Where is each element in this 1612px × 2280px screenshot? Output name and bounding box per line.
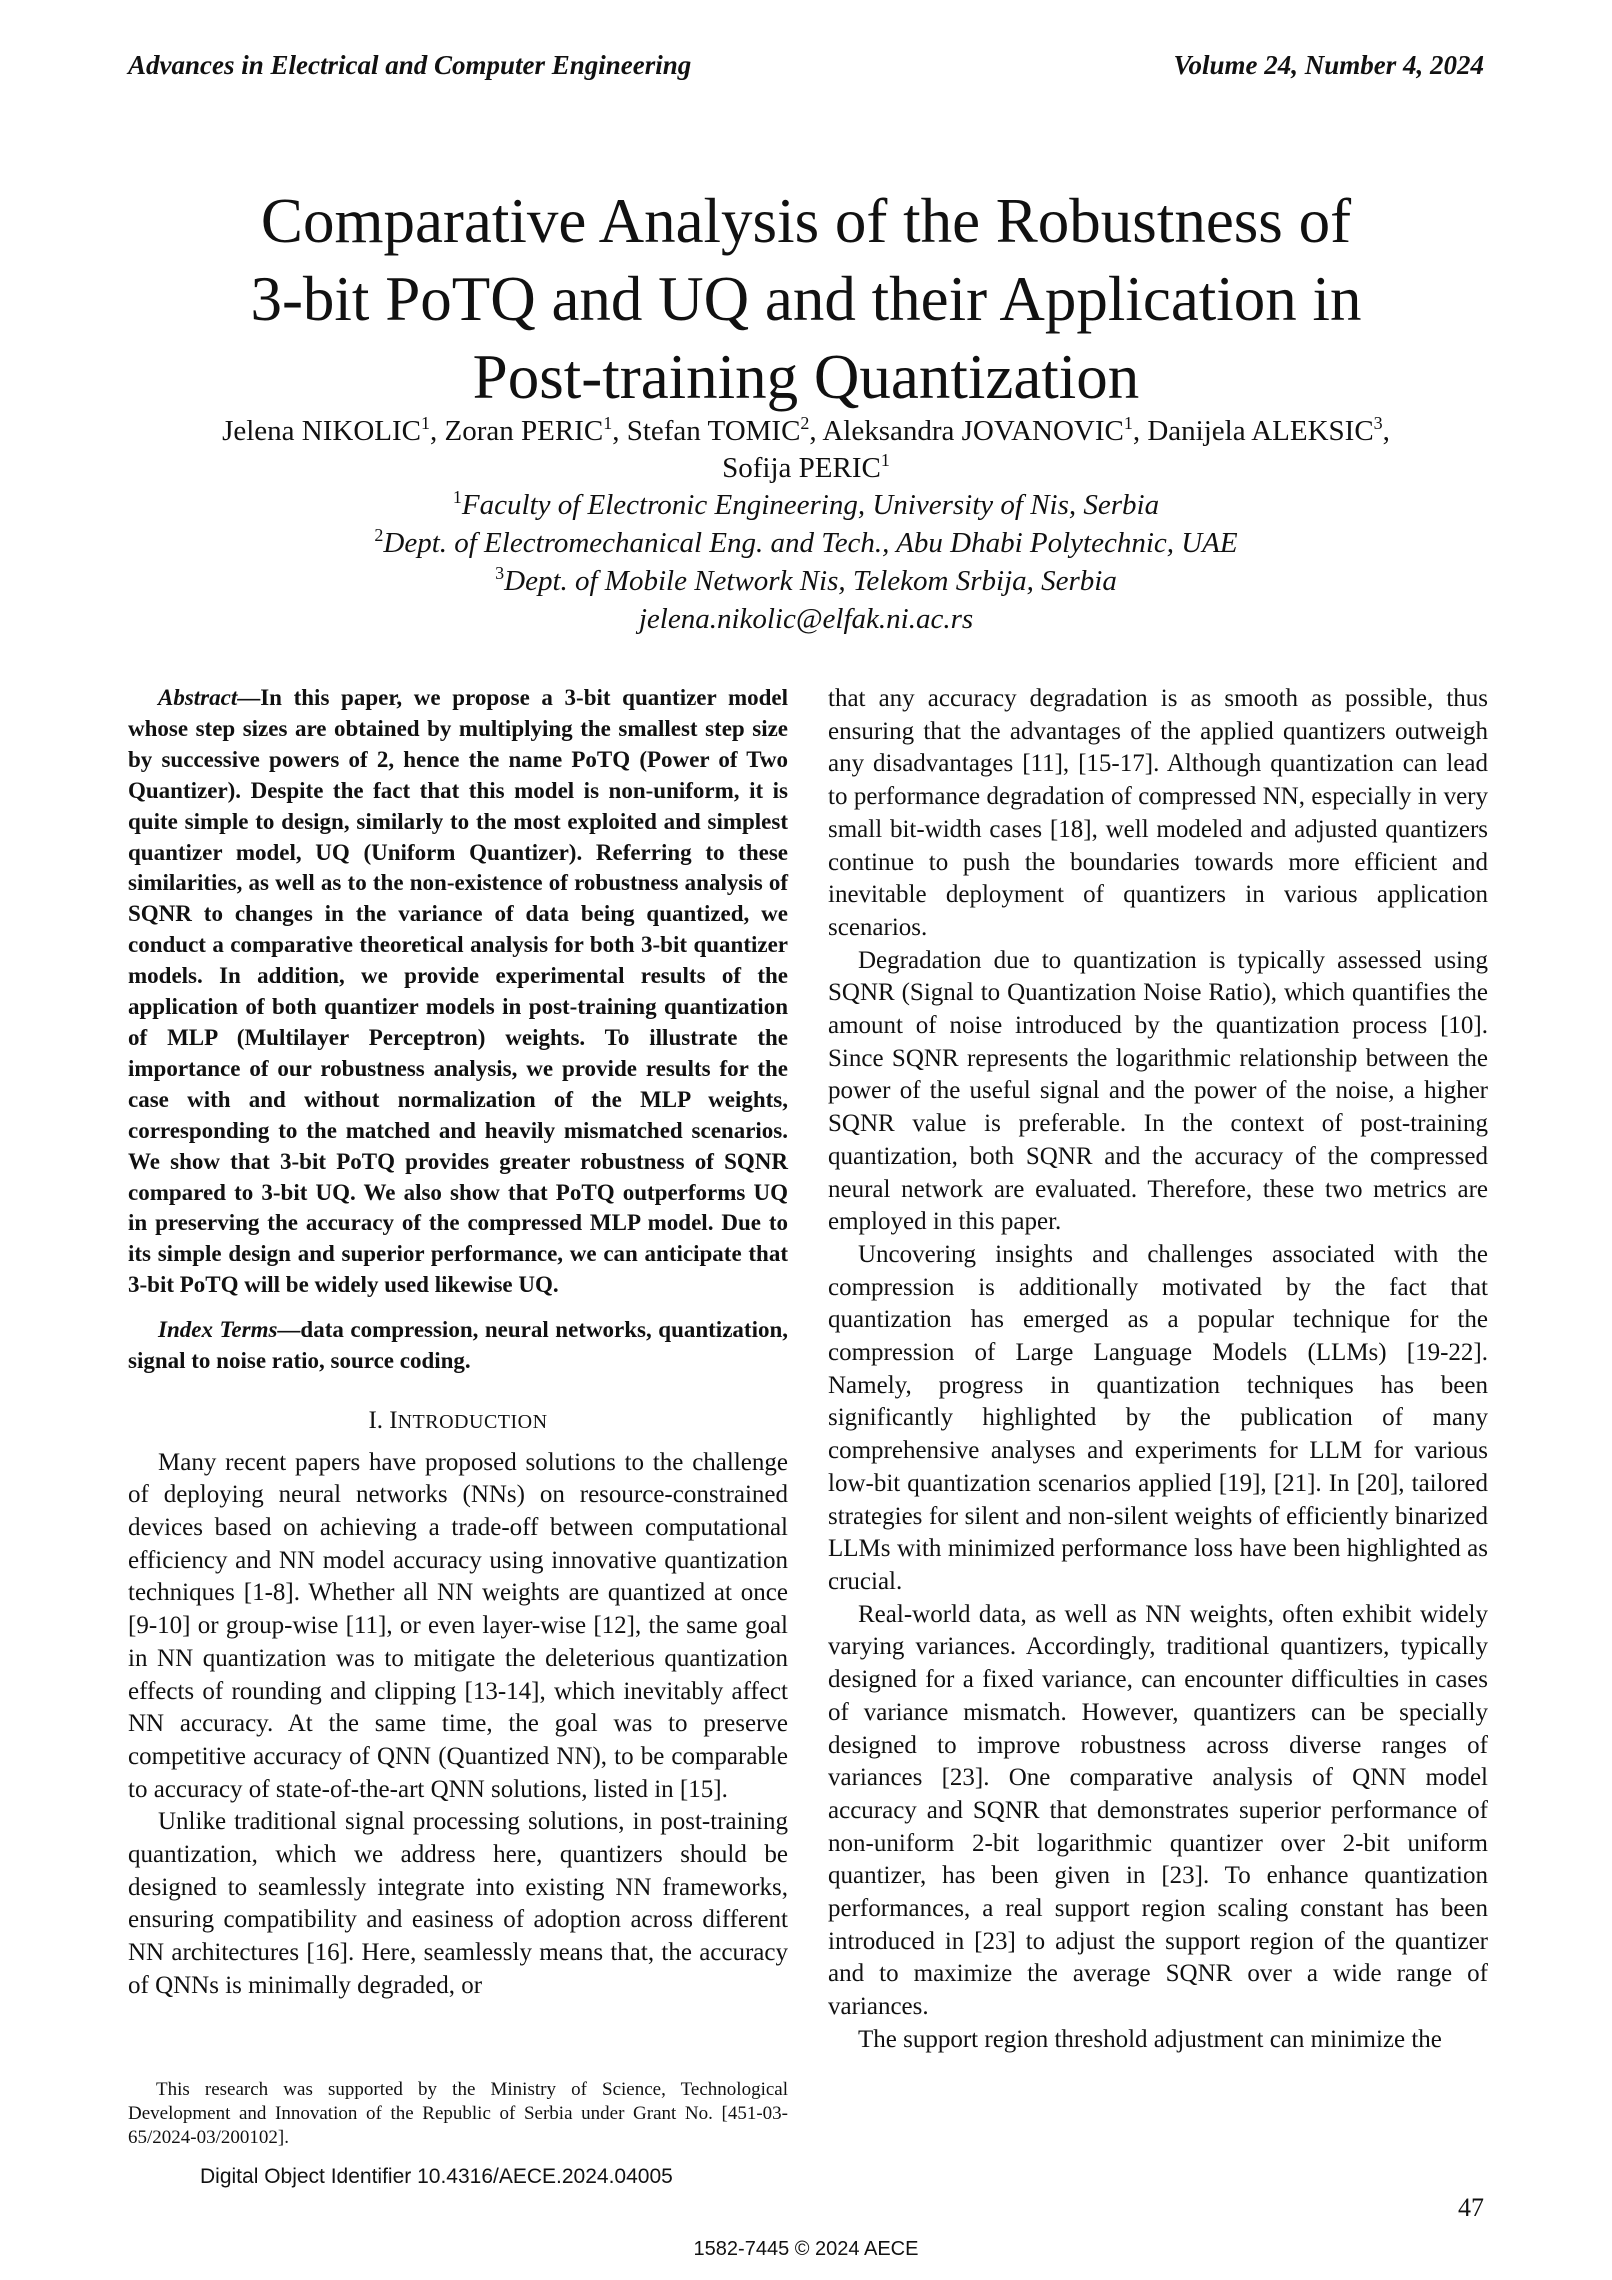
author: Jelena NIKOLIC$^1$, (222, 413, 445, 447)
body-paragraph: Unlike traditional signal processing solutions, in post-training quantization, which we address here, quantizers should be designed to seamlessly integrate into existing NN frameworks, ensuring compatibility and easiness of adoption across different NN architectures [16]. Here, seamlessly means that, the accuracy of QNNs is minimally degraded, or (128, 1808, 788, 1999)
volume-info: Volume 24, Number 4, 2024 (1173, 50, 1484, 80)
author: Zoran PERIC$^1$, (444, 413, 627, 447)
section-heading-introduction: I. INTRODUCTION (368, 1406, 548, 1434)
contact-email[interactable]: jelena.nikolic@elfak.ni.ac.rs (638, 603, 974, 635)
index-terms-text: —data compression, neural networks, quantization, signal to noise ratio, source coding. (128, 1317, 788, 1374)
author: Sofija PERIC$^1$ (722, 450, 890, 484)
affiliation: $^2$Dept. of Electromechanical Eng. and Tech., Abu Dhabi Polytechnic, UAE (374, 525, 1238, 559)
abstract (128, 683, 788, 1301)
index-terms (128, 1315, 788, 1377)
issn-copyright: 1582-7445 © 2024 AECE (693, 2238, 919, 2260)
affiliation-list (140, 486, 1472, 638)
body-paragraph: Many recent papers have proposed solutions to the challenge of deploying neural networks (NNs) on resource-constrained devices based on achieving a trade-off between computational efficiency and NN model accuracy using innovative quantization techniques [1-8]. Whether all NN weights are quantized at once [9-10] or group-wise [11], or even layer-wise [12], the same goal in NN quantization was to mitigate the deleterious quantization effects of rounding and clipping [13-14], which inevitably affect NN accuracy. At the same time, the goal was to preserve competitive accuracy of QNN (Quantized NN), to be comparable to accuracy of state-of-the-art QNN solutions, listed in [15]. (128, 1448, 788, 1803)
author: Stefan TOMIC$^2$, (626, 413, 823, 447)
abstract-label: Abstract (158, 685, 238, 710)
doi: Digital Object Identifier 10.4316/AECE.2024.04005 (200, 2165, 673, 2188)
paper-title (160, 182, 1452, 416)
body-paragraph: The support region threshold adjustment can minimize the (858, 2025, 1442, 2053)
title-line-1: Comparative Analysis of the Robustness of (260, 186, 1352, 257)
author: Aleksandra JOVANOVIC$^1$, (822, 413, 1148, 447)
journal-name: Advances in Electrical and Computer Engineering (128, 50, 692, 80)
author: Danijela ALEKSIC$^3$, (1147, 413, 1390, 447)
body-paragraph: Degradation due to quantization is typically assessed using SQNR (Signal to Quantization Noise Ratio), which quantifies the amount of noise introduced by the quantization process [10]. Since SQNR represents the logarithmic relationship between the power of the useful signal and the power of the noise, a higher SQNR value is preferable. In the context of post-training quantization, both SQNR and the accuracy of the compressed neural network are evaluated. Therefore, these two metrics are employed in this paper. (828, 946, 1488, 1236)
body-paragraph: that any accuracy degradation is as smooth as possible, thus ensuring that the advantages of the applied quantizers outweigh any disadvantages [11], [15-17]. Although quantization can lead to performance degradation of compressed NN, especially in very small bit-width cases [18], well modeled and adjusted quantizers continue to push the boundaries towards more efficient and inevitable deployment of quantizers in various application scenarios. (828, 685, 1488, 941)
title-line-3: Post-training Quantization (472, 342, 1140, 413)
author-list (140, 413, 1472, 487)
left-column (128, 683, 788, 2003)
body-paragraph: Uncovering insights and challenges associated with the compression is additionally motivated by the fact that quantization has emerged as a popular technique for the compression of Large Language Models (LLMs) [19-22]. Namely, progress in quantization techniques has been significantly highlighted by the publication of many comprehensive analyses and experiments for LLM for various low-bit quantization scenarios applied [19], [21]. In [20], tailored strategies for silent and non-silent weights of efficiently binarized LLMs with minimized performance loss have been highlighted as crucial. (828, 1240, 1488, 1595)
affiliation: $^1$Faculty of Electronic Engineering, University of Nis, Serbia (452, 487, 1160, 521)
title-line-2: 3-bit PoTQ and UQ and their Application in (250, 264, 1362, 335)
affiliation: $^3$Dept. of Mobile Network Nis, Telekom Srbija, Serbia (495, 563, 1117, 597)
body-paragraph: Real-world data, as well as NN weights, often exhibit widely varying variances. Accordingly, traditional quantizers, typically designed for a fixed variance, can encounter difficulties in cases of variance mismatch. However, quantizers can be specially designed to improve robustness across diverse ranges of variances [23]. One comparative analysis of QNN model accuracy and SQNR that demonstrates superior performance of non-uniform 2-bit logarithmic quantizer over 2-bit uniform quantizer, has been given in [23]. To enhance quantization performances, a real support region scaling constant has been introduced in [23] to adjust the support region of the quantizer and to maximize the average SQNR over a wide range of variances. (828, 1600, 1488, 2021)
page-number: 47 (1458, 2193, 1484, 2222)
right-column (828, 683, 1488, 2057)
index-terms-label: Index Terms (158, 1317, 278, 1343)
funding-footnote: This research was supported by the Ministry of Science, Technological Development and Innovation of the Republic of Serbia under Grant No. [451-03-65/2024-03/200102]. (128, 2079, 788, 2148)
abstract-text: —In this paper, we propose a 3-bit quantizer model whose step sizes are obtained by multiplying the smallest step size by successive powers of 2, hence the name PoTQ (Power of Two Quantizer). Despite the fact that this model is non-uniform, it is quite simple to design, similarly to the most exploited and simplest quantizer model, UQ (Uniform Quantizer). Referring to these similarities, as well as to the non-existence of robustness analysis of SQNR to changes in the variance of data being quantized, we conduct a comparative theoretical analysis for both 3-bit quantizer models. In addition, we provide experimental results of the application of both quantizer models in post-training quantization of MLP (Multilayer Perceptron) weights. To illustrate the importance of our robustness analysis, we provide results for the case with and without normalization of the MLP weights, corresponding to the matched and heavily mismatched scenarios. We show that 3-bit PoTQ provides greater robustness of SQNR compared to 3-bit UQ. We also show that PoTQ outperforms UQ in preserving the accuracy of the compressed MLP model. Due to its simple design and superior performance, we can anticipate that 3-bit PoTQ will be widely used likewise UQ. (128, 685, 788, 1298)
